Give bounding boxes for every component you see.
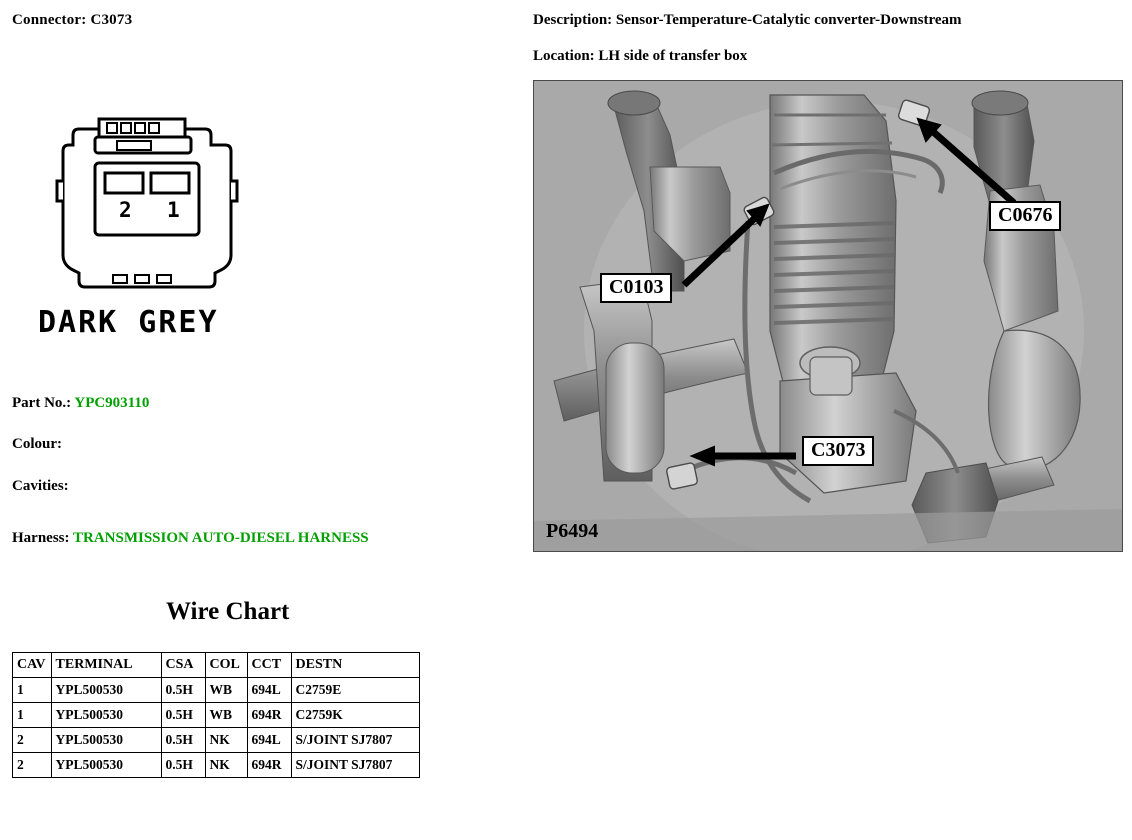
cell-terminal: YPL500530 xyxy=(51,728,161,753)
harness-label: Harness: xyxy=(12,530,70,546)
part-no-field xyxy=(12,395,149,412)
cell-cav: 1 xyxy=(13,678,52,703)
cell-csa: 0.5H xyxy=(161,703,205,728)
cell-cav: 2 xyxy=(13,728,52,753)
column-header-csa: CSA xyxy=(161,653,205,678)
cavity-number-1: 1 xyxy=(167,198,180,222)
column-header-col: COL xyxy=(205,653,247,678)
callout-c0103: C0103 xyxy=(600,273,672,303)
cell-col: WB xyxy=(205,678,247,703)
cell-cav: 1 xyxy=(13,703,52,728)
description-field xyxy=(533,12,962,29)
harness-value: TRANSMISSION AUTO-DIESEL HARNESS xyxy=(72,530,369,546)
column-header-cct: CCT xyxy=(247,653,291,678)
photo-id-label: P6494 xyxy=(546,520,599,542)
harness-field xyxy=(12,530,369,547)
connector-label: Connector: xyxy=(12,12,87,28)
cell-col: WB xyxy=(205,703,247,728)
table-header-row xyxy=(13,653,420,678)
table-row xyxy=(13,678,420,703)
cell-cav: 2 xyxy=(13,753,52,778)
cell-csa: 0.5H xyxy=(161,728,205,753)
cell-cct: 694L xyxy=(247,678,291,703)
connector-value: C3073 xyxy=(90,12,133,28)
wire-chart-title: Wire Chart xyxy=(166,598,290,625)
cell-destn: S/JOINT SJ7807 xyxy=(291,728,419,753)
cell-destn: C2759K xyxy=(291,703,419,728)
colour-field xyxy=(12,436,62,453)
cavities-field xyxy=(12,478,69,495)
cell-col: NK xyxy=(205,753,247,778)
column-header-terminal: TERMINAL xyxy=(51,653,161,678)
cell-csa: 0.5H xyxy=(161,753,205,778)
cell-cct: 694L xyxy=(247,728,291,753)
cell-cct: 694R xyxy=(247,703,291,728)
cell-col: NK xyxy=(205,728,247,753)
connector-colour-caption: DARK GREY xyxy=(38,305,219,340)
callout-c3073: C3073 xyxy=(802,436,874,466)
cell-csa: 0.5H xyxy=(161,678,205,703)
callout-c0676: C0676 xyxy=(989,201,1061,231)
description-value: Sensor-Temperature-Catalytic converter-Downstream xyxy=(615,12,962,28)
wire-chart-table xyxy=(12,652,420,778)
connector-heading xyxy=(12,12,132,29)
photo-graphic xyxy=(534,81,1122,551)
location-label: Location: xyxy=(533,48,595,64)
part-no-label: Part No.: xyxy=(12,395,72,411)
cavity-number-2: 2 xyxy=(119,198,132,222)
vehicle-location-photo xyxy=(533,80,1123,552)
cell-destn: C2759E xyxy=(291,678,419,703)
table-row xyxy=(13,753,420,778)
column-header-cav: CAV xyxy=(13,653,52,678)
connector-illustration xyxy=(55,105,255,315)
table-row xyxy=(13,728,420,753)
part-no-value: YPC903110 xyxy=(74,395,150,411)
cell-destn: S/JOINT SJ7807 xyxy=(291,753,419,778)
cell-cct: 694R xyxy=(247,753,291,778)
column-header-destn: DESTN xyxy=(291,653,419,678)
table-row xyxy=(13,703,420,728)
location-field xyxy=(533,48,747,65)
description-label: Description: xyxy=(533,12,613,28)
cavities-label: Cavities: xyxy=(12,478,69,494)
colour-label: Colour: xyxy=(12,436,62,452)
cell-terminal: YPL500530 xyxy=(51,753,161,778)
location-value: LH side of transfer box xyxy=(598,48,748,64)
cell-terminal: YPL500530 xyxy=(51,703,161,728)
cell-terminal: YPL500530 xyxy=(51,678,161,703)
